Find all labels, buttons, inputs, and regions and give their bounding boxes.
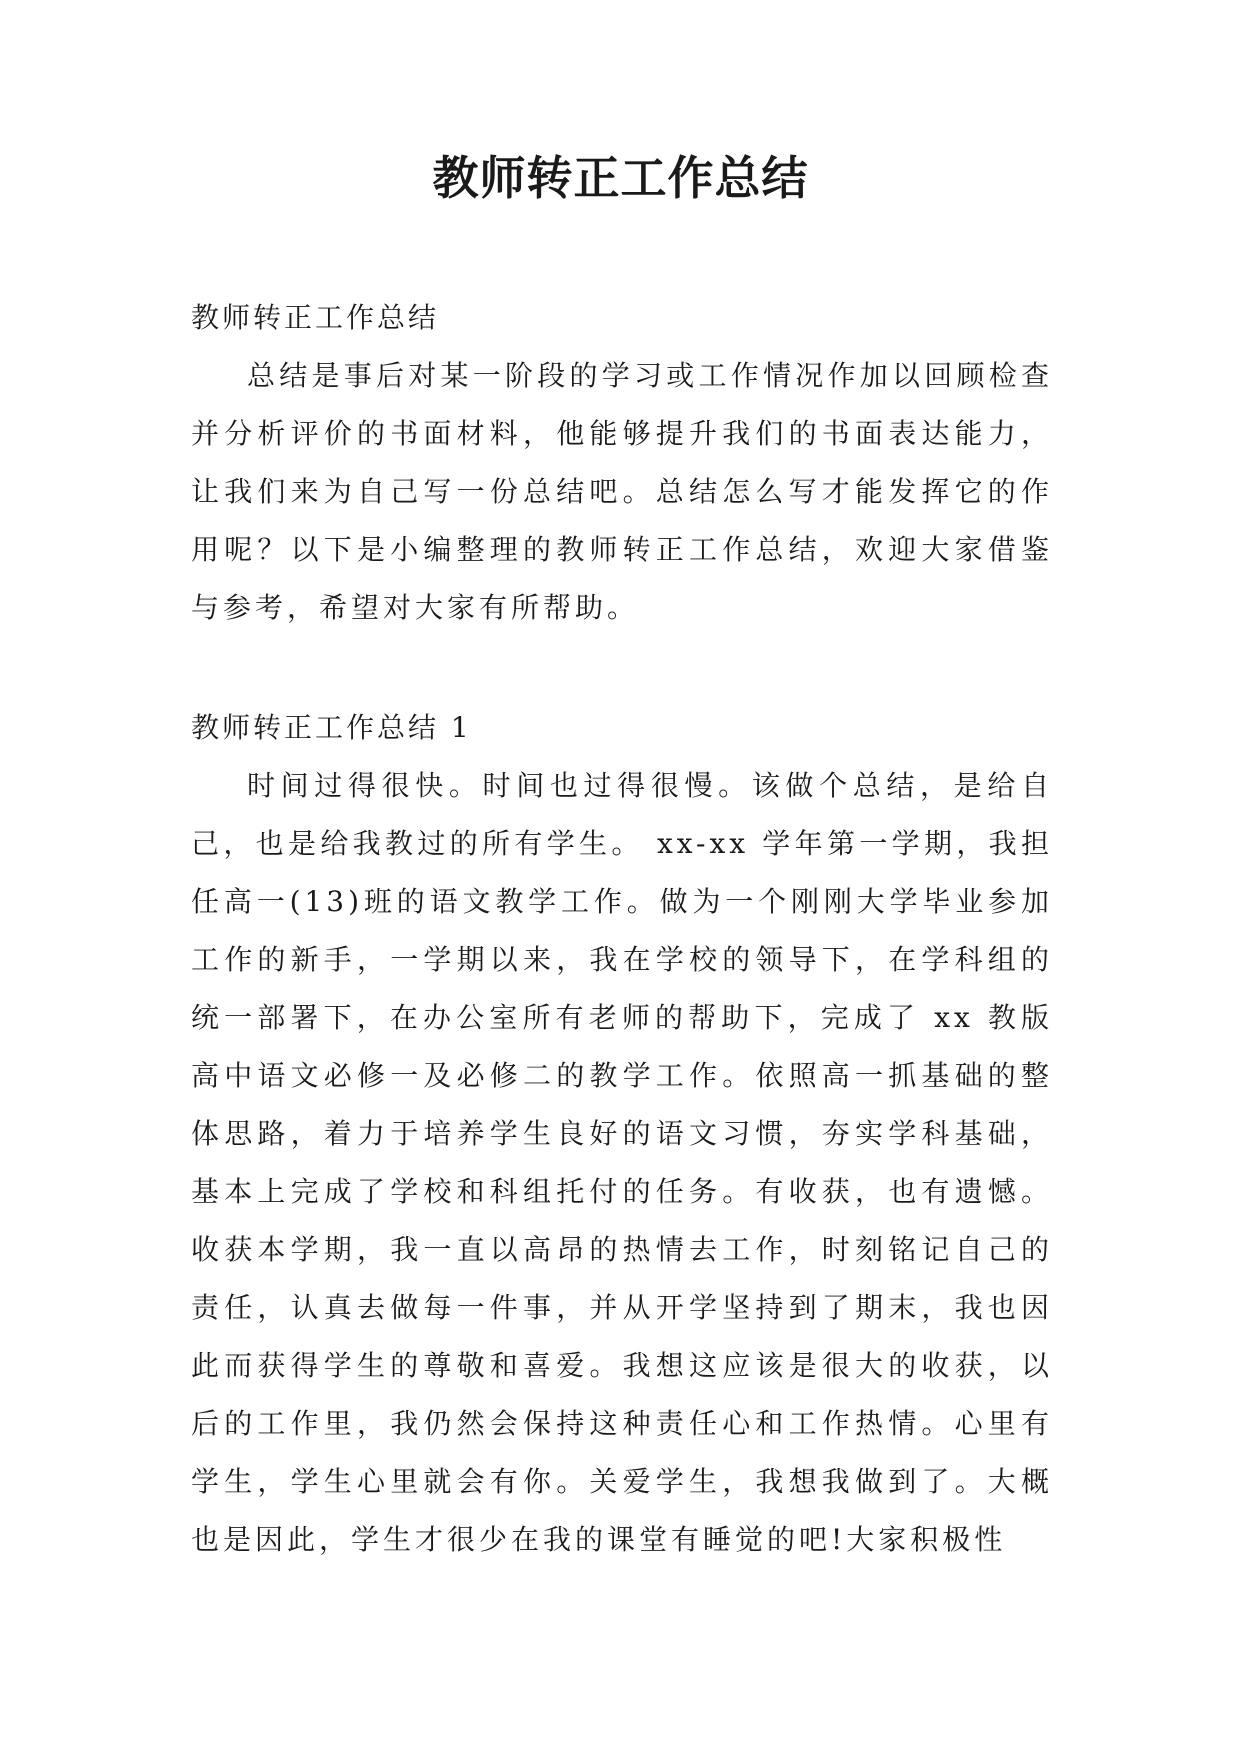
section-1 [191, 699, 1053, 1569]
document-title: 教师转正工作总结 [432, 151, 809, 205]
intro-paragraph: 总结是事后对某一阶段的学习或工作情况作加以回顾检查并分析评价的书面材料，他能够提升我们的书面表达能力，让我们来为自己写一份总结吧。总结怎么写才能发挥它的作用呢？以下是小编整理的教师转正工作总结，欢迎大家借鉴与参考，希望对大家有所帮助。 [191, 359, 1053, 624]
section-1-heading: 教师转正工作总结 1 [191, 711, 472, 744]
intro-section [191, 289, 1053, 637]
section-1-paragraph: 时间过得很快。时间也过得很慢。该做个总结，是给自己，也是给我教过的所有学生。 xx-xx 学年第一学期，我担任高一(13)班的语文教学工作。做为一个刚刚大学毕业参加工作的新手，一学期以来，我在学校的领导下，在学科组的统一部署下，在办公室所有老师的帮助下，完成了 xx 教版高中语文必修一及必修二的教学工作。依照高一抓基础的整体思路，着力于培养学生良好的语文习惯，夯实学科基础，基本上完成了学校和科组托付的任务。有收获，也有遗憾。收获本学期，我一直以高昂的热情去工作，时刻铭记自己的责任，认真去做每一件事，并从开学坚持到了期末，我也因此而获得学生的尊敬和喜爱。我想这应该是很大的收获，以后的工作里，我仍然会保持这种责任心和工作热情。心里有学生，学生心里就会有你。关爱学生，我想我做到了。大概也是因此，学生才很少在我的课堂有睡觉的吧!大家积极性 [191, 769, 1053, 1556]
intro-heading: 教师转正工作总结 [191, 301, 440, 334]
